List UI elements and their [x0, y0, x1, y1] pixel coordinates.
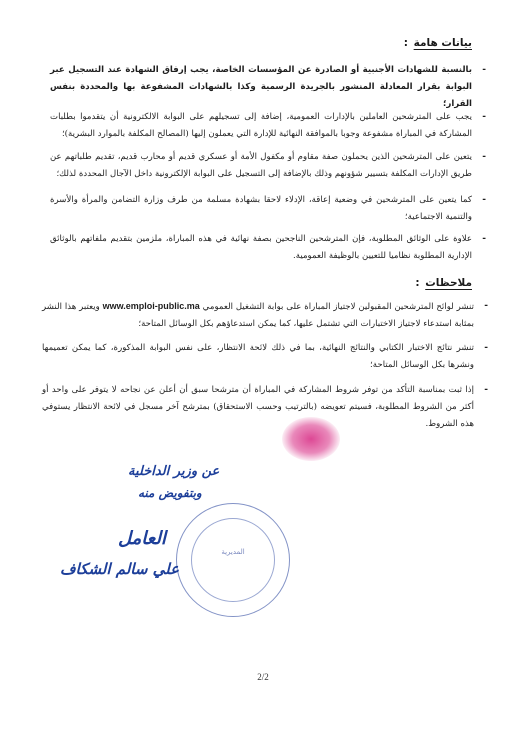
official-seal-inner-ring [191, 518, 275, 602]
important-data-heading: بيانات هامة : [403, 37, 472, 49]
note-item-1-text-a: تنشر لوائح المترشحين المقبولين لاجتياز المباراة على بوابة التشغيل العمومي [202, 302, 475, 312]
note-item-2: - تنشر نتائج الاختبار الكتابي والنتائج النهائية، بما في ذلك لائحة الانتظار، على نفس البوابة المذكورة، كما يمكن تعميمها ونشرها بكل الوسائل المتاحة؛ [42, 343, 488, 370]
notes-title: ملاحظات [425, 277, 472, 289]
signature-line-3: العامل [118, 528, 166, 549]
important-item-2: - يجب على المترشحين العاملين بالإدارات العمومية، إضافة إلى تسجيلهم على البوابة الالكترونية أن يتقدموا بطلبات المشاركة في المباراة مشفوعة وجوبا بالموافقة النهائية للإدارة التي يعملون إليها (المصالح المكلفة بالموارد البشرية)؛ [50, 112, 486, 139]
important-item-5-text: علاوة على الوثائق المطلوبة، فإن المترشحين الناجحين بصفة نهائية في هذه المباراة، ملزمين بتقديم ملفاتهم بالوثائق الإدارية المطلوبة نظاميا للتعيين بالوظيفة العمومية. [50, 234, 472, 261]
important-data-title: بيانات هامة [413, 37, 472, 49]
note-item-1: - تنشر لوائح المترشحين المقبولين لاجتياز المباراة على بوابة التشغيل العمومي www.emploi-public.ma ويعتبر هذا النشر بمثابة استدعاء لاجتياز الاختبارات التي تشتمل عليها، كما يمكن استدعاؤهم بكل الوسائل المتاحة؛ [42, 301, 488, 329]
official-seal-text: المديرية [221, 548, 245, 556]
signature-line-4: علي سالم الشكاف [60, 560, 180, 578]
important-item-4-text: كما يتعين على المترشحين في وضعية إعاقة، الإدلاء لاحقا بشهادة مسلمة من طرف وزارة التضامن والمرأة والأسرة والتنمية الاجتماعية؛ [50, 195, 472, 222]
note-item-3-text: إذا ثبت بمناسبة التأكد من توفر شروط المشاركة في المباراة أن مترشحا سبق أن أعلن عن نجاحه لا يتوفر على واحد أو أكثر من الشروط المطلوبة، فسيتم تعويضه (بالترتيب وحسب الاستحقاق) بمترشح آخر مسجل في لائحة الانتظار يستوفي هذه الشروط. [42, 385, 474, 429]
important-item-1-text: بالنسبة للشهادات الأجنبية أو الصادرة عن المؤسسات الخاصة، يجب إرفاق الشهادة عند التسجيل عبر البوابة بقرار المعادلة المنشور بالجريدة الرسمية وكذا بالشهادات المشفوعة بها والمحددة بنفس القرار؛ [50, 65, 472, 109]
page-number: 2/2 [257, 672, 269, 682]
emploi-public-link[interactable]: www.emploi-public.ma [102, 301, 200, 311]
note-item-1-text-b: ويعتبر هذا النشر بمثابة استدعاء لاجتياز الاختبارات التي تشتمل عليها، كما يمكن استدعاؤهم بكل الوسائل المتاحة؛ [42, 302, 474, 329]
important-item-1: - بالنسبة للشهادات الأجنبية أو الصادرة عن المؤسسات الخاصة، يجب إرفاق الشهادة عند التسجيل عبر البوابة بقرار المعادلة المنشور بالجريدة الرسمية وكذا بالشهادات المشفوعة بها والمحددة بنفس القرار؛ [50, 65, 486, 109]
important-item-2-text: يجب على المترشحين العاملين بالإدارات العمومية، إضافة إلى تسجيلهم على البوابة الالكترونية أن يتقدموا بطلبات المشاركة في المباراة مشفوعة وجوبا بالموافقة النهائية للإدارة التي يعملون إليها (المصالح المكلفة بالموارد البشرية)؛ [50, 112, 472, 139]
important-item-3-text: يتعين على المترشحين الذين يحملون صفة مقاوم أو مكفول الأمة أو عسكري قديم أو محارب قديم، تقديم طلباتهم عن طريق الإدارات المكلفة بتسيير شؤونهم وذلك بالإضافة إلى التسجيل على البوابة الإلكترونية داخل الآجال المحددة لذلك؛ [50, 152, 472, 179]
note-item-2-text: تنشر نتائج الاختبار الكتابي والنتائج النهائية، بما في ذلك لائحة الانتظار، على نفس البوابة المذكورة، كما يمكن تعميمها ونشرها بكل الوسائل المتاحة؛ [42, 343, 474, 370]
pink-stamp [282, 417, 340, 461]
signature-line-1: عن وزير الداخلية [128, 464, 220, 479]
notes-heading: ملاحظات : [415, 277, 472, 289]
signature-line-2: وبتفويض منه [138, 486, 202, 500]
important-item-4: - كما يتعين على المترشحين في وضعية إعاقة، الإدلاء لاحقا بشهادة مسلمة من طرف وزارة التضامن والمرأة والأسرة والتنمية الاجتماعية؛ [50, 195, 486, 222]
note-item-3: - إذا ثبت بمناسبة التأكد من توفر شروط المشاركة في المباراة أن مترشحا سبق أن أعلن عن نجاحه لا يتوفر على واحد أو أكثر من الشروط المطلوبة، فسيتم تعويضه (بالترتيب وحسب الاستحقاق) بمترشح آخر مسجل في لائحة الانتظار يستوفي هذه الشروط. [42, 385, 488, 429]
important-item-3: - يتعين على المترشحين الذين يحملون صفة مقاوم أو مكفول الأمة أو عسكري قديم أو محارب قديم، تقديم طلباتهم عن طريق الإدارات المكلفة بتسيير شؤونهم وذلك بالإضافة إلى التسجيل على البوابة الإلكترونية داخل الآجال المحددة لذلك؛ [50, 152, 486, 179]
important-item-5: - علاوة على الوثائق المطلوبة، فإن المترشحين الناجحين بصفة نهائية في هذه المباراة، ملزمين بتقديم ملفاتهم بالوثائق الإدارية المطلوبة نظاميا للتعيين بالوظيفة العمومية. [50, 234, 486, 261]
official-seal [176, 503, 290, 617]
